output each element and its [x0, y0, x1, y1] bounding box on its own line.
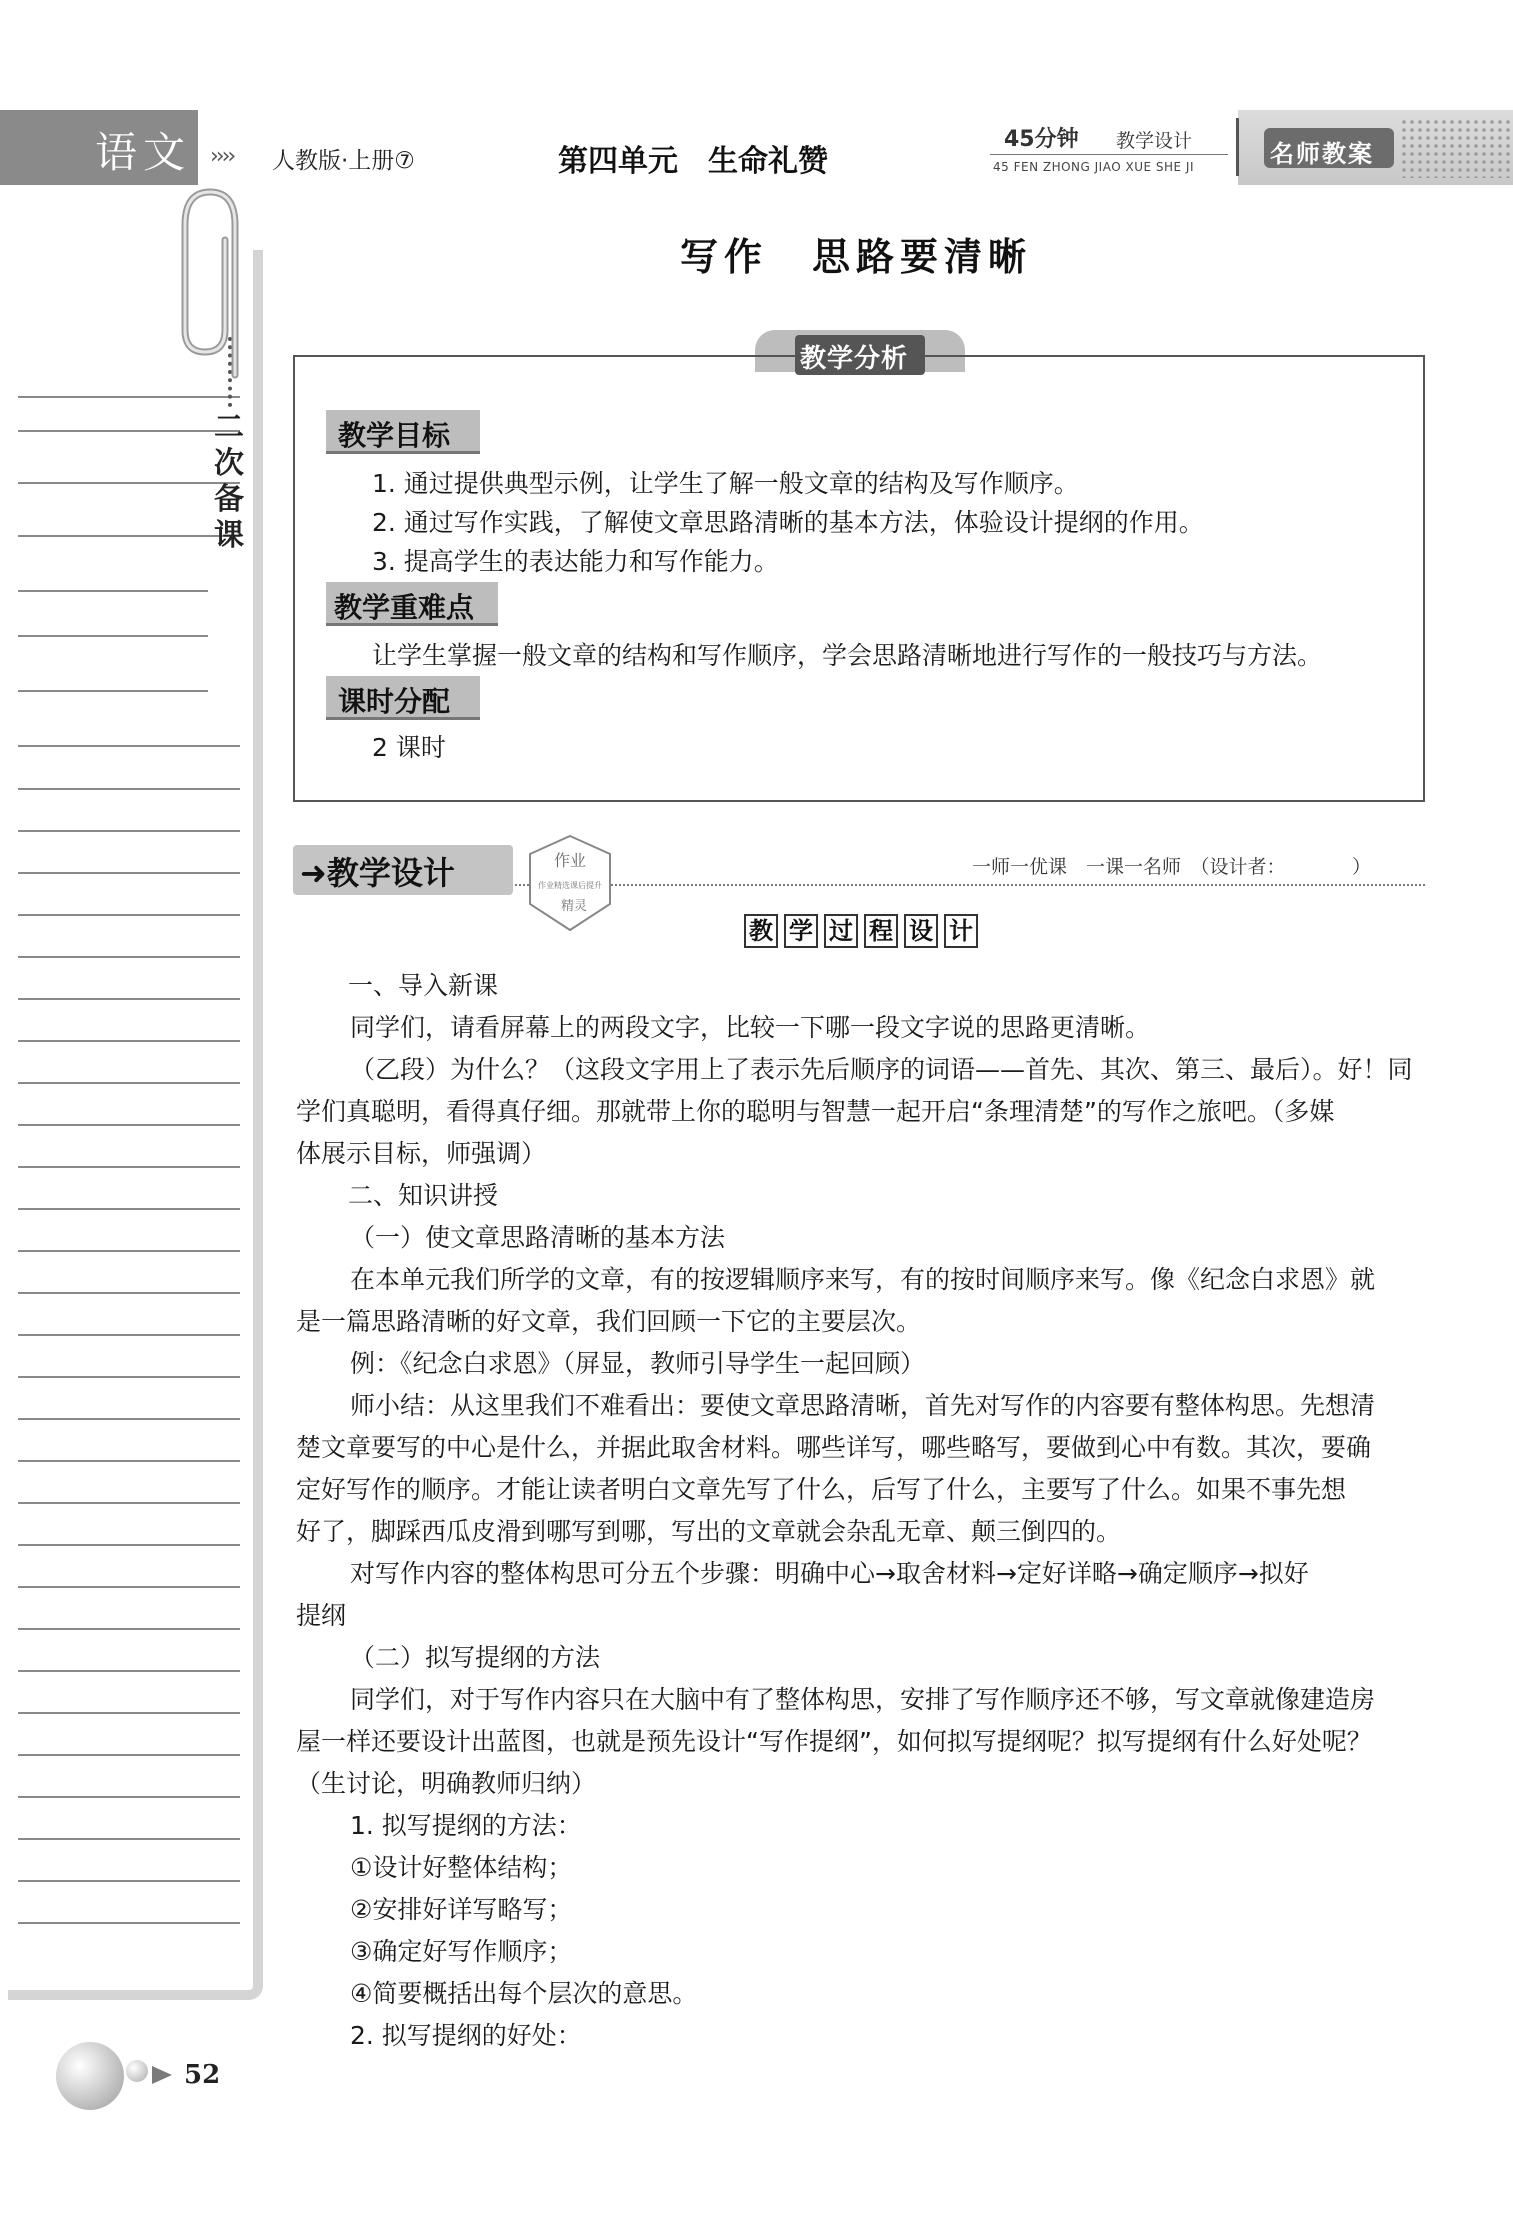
header-separator: [1236, 118, 1239, 176]
process-title-char: 计: [944, 914, 978, 948]
note-line: [18, 914, 240, 916]
note-line: [18, 1460, 240, 1462]
paper-clip-icon: [165, 180, 275, 380]
note-line: [18, 1376, 240, 1378]
body-paragraph-line: 楚文章要写的中心是什么，并据此取舍材料。哪些详写，哪些略写，要做到心中有数。其次，要确: [296, 1433, 1372, 1462]
page-arrow-icon: [152, 2066, 172, 2084]
series-badge-label: 名师教案: [1270, 140, 1374, 168]
body-paragraph-line: 同学们，对于写作内容只在大脑中有了整体构思，安排了写作顺序还不够，写文章就像建造房: [350, 1685, 1376, 1714]
edition-label: 人教版·上册⑦: [272, 148, 415, 174]
note-line: [18, 1250, 240, 1252]
note-line: [18, 1628, 240, 1630]
body-paragraph-line: 好了，脚踩西瓜皮滑到哪写到哪，写出的文章就会杂乱无章、颠三倒四的。: [296, 1517, 1122, 1546]
note-line: [18, 482, 240, 484]
brand-subtitle: 教学设计: [1116, 130, 1193, 152]
body-paragraph-line: 学们真聪明，看得真仔细。那就带上你的聪明与智慧一起开启“条理清楚”的写作之旅吧。（多媒: [296, 1097, 1335, 1126]
note-line: [18, 535, 240, 537]
brand-name: 45分钟: [1004, 127, 1079, 152]
body-paragraph-line: 定好写作的顺序。才能让读者明白文章先写了什么，后写了什么，主要写了什么。如果不事先想: [296, 1475, 1347, 1504]
list-item: ①设计好整体结构；: [350, 1853, 573, 1882]
analysis-tab-label: 教学分析: [800, 344, 909, 374]
unit-title: 第四单元 生命礼赞: [558, 144, 828, 179]
note-line: [18, 1838, 240, 1840]
list-item: ④简要概括出每个层次的意思。: [350, 1979, 698, 2008]
body-paragraph-line: 在本单元我们所学的文章，有的按逻辑顺序来写，有的按时间顺序来写。像《纪念白求恩》就: [350, 1265, 1376, 1294]
note-line: [18, 1418, 240, 1420]
hours-title: 课时分配: [338, 685, 451, 718]
body-paragraph-line: 例：《纪念白求恩》（屏显，教师引导学生一起回顾）: [350, 1349, 926, 1378]
goal-item: 3. 提高学生的表达能力和写作能力。: [372, 547, 779, 576]
note-line: [18, 396, 240, 398]
page-ball-decoration: [56, 2042, 124, 2110]
note-line: [18, 1334, 240, 1336]
body-paragraph-line: 师小结：从这里我们不难看出：要使文章思路清晰，首先对写作的内容要有整体构思。先想清: [350, 1391, 1376, 1420]
note-line: [18, 1922, 240, 1924]
design-title: ➜教学设计: [300, 854, 455, 892]
process-title-char: 过: [824, 914, 858, 948]
note-line: [18, 745, 240, 747]
key-points-title: 教学重难点: [334, 591, 475, 624]
design-motto: 一师一优课 一课一名师 （设计者： ）: [972, 856, 1372, 878]
body-paragraph-line: （生讨论，明确教师归纳）: [296, 1769, 597, 1798]
note-line: [18, 430, 240, 432]
list-heading: 2. 拟写提纲的好处：: [350, 2021, 582, 2050]
margin-label: 二次备课: [214, 410, 244, 553]
goals-title: 教学目标: [338, 419, 451, 452]
note-line: [18, 1166, 240, 1168]
note-line: [18, 956, 240, 958]
goal-item: 1. 通过提供典型示例，让学生了解一般文章的结构及写作顺序。: [372, 469, 1079, 498]
watermark-stamp: [518, 830, 623, 935]
page-small-ball-decoration: [126, 2060, 148, 2082]
stamp-top-text: 作业: [553, 851, 587, 870]
section-heading: 二、知识讲授: [348, 1181, 499, 1210]
body-paragraph-line: 同学们，请看屏幕上的两段文字，比较一下哪一段文字说的思路更清晰。: [350, 1013, 1151, 1042]
note-line: [18, 690, 208, 692]
note-line: [18, 1124, 240, 1126]
page-title: 写作 思路要清晰: [680, 234, 1033, 279]
process-title-char: 教: [744, 914, 778, 948]
body-paragraph-line: （乙段）为什么？（这段文字用上了表示先后顺序的词语——首先、其次、第三、最后）。好！同: [350, 1055, 1413, 1084]
hours-text: 2 课时: [372, 733, 446, 762]
stamp-mid-text: 作业精选课后提升: [538, 881, 602, 890]
list-heading: 1. 拟写提纲的方法：: [350, 1811, 582, 1840]
note-line: [18, 1208, 240, 1210]
subsection-heading: （一）使文章思路清晰的基本方法: [350, 1223, 726, 1252]
note-line: [18, 1754, 240, 1756]
section-heading: 一、导入新课: [348, 971, 499, 1000]
body-paragraph-line: 对写作内容的整体构思可分五个步骤：明确中心→取舍材料→定好详略→确定顺序→拟好: [350, 1559, 1309, 1588]
body-paragraph-line: 提纲: [296, 1601, 347, 1630]
subject-label: 语文: [95, 128, 192, 177]
note-line: [18, 1670, 240, 1672]
body-paragraph-line: 屋一样还要设计出蓝图，也就是预先设计“写作提纲”，如何拟写提纲呢？拟写提纲有什么好处呢？: [296, 1727, 1372, 1756]
brand-pinyin: 45 FEN ZHONG JIAO XUE SHE JI: [993, 160, 1194, 174]
process-title-char: 程: [864, 914, 898, 948]
note-line: [18, 1292, 240, 1294]
process-title-char: 设: [904, 914, 938, 948]
body-paragraph-line: 是一篇思路清晰的好文章，我们回顾一下它的主要层次。: [296, 1307, 922, 1336]
note-line: [18, 1544, 240, 1546]
goal-item: 2. 通过写作实践，了解使文章思路清晰的基本方法，体验设计提纲的作用。: [372, 508, 1204, 537]
brand-divider: [990, 154, 1228, 155]
process-title-char: 学: [784, 914, 818, 948]
page-header: [0, 110, 1513, 185]
design-dotted-rule: [515, 884, 1425, 886]
note-line: [18, 1586, 240, 1588]
note-line: [18, 1796, 240, 1798]
halftone-dots-decoration: [1400, 118, 1510, 178]
key-points-text: 让学生掌握一般文章的结构和写作顺序，学会思路清晰地进行写作的一般技巧与方法。: [372, 641, 1323, 670]
note-line: [18, 788, 240, 790]
chevron-icons: ››››: [210, 144, 234, 169]
body-paragraph-line: 体展示目标，师强调）: [296, 1139, 547, 1168]
list-item: ③确定好写作顺序；: [350, 1937, 573, 1966]
note-line: [18, 1712, 240, 1714]
note-line: [18, 1502, 240, 1504]
note-line: [18, 872, 240, 874]
subsection-heading: （二）拟写提纲的方法: [350, 1643, 601, 1672]
note-line: [18, 830, 240, 832]
note-line: [18, 590, 208, 592]
page-number: 52: [184, 2060, 221, 2090]
note-line: [18, 1880, 240, 1882]
stamp-bottom-text: 精灵: [560, 899, 588, 914]
note-line: [18, 998, 240, 1000]
list-item: ②安排好详写略写；: [350, 1895, 573, 1924]
note-line: [18, 635, 208, 637]
note-line: [18, 1082, 240, 1084]
note-line: [18, 1040, 240, 1042]
